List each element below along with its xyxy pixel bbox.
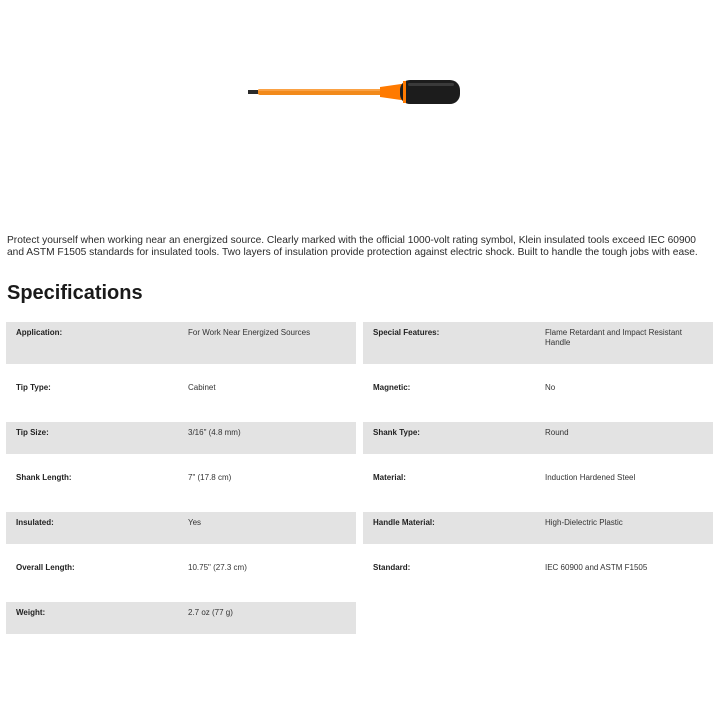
spec-value: 7" (17.8 cm) [188,473,232,482]
spec-value: Induction Hardened Steel [545,473,636,482]
spec-value: Flame Retardant and Impact Resistant Handle [545,328,682,347]
spec-label: Shank Length: [16,473,72,482]
spec-row-weight [6,602,356,634]
spec-label: Application: [16,328,63,337]
spec-value: 3/16" (4.8 mm) [188,428,241,437]
spec-label: Overall Length: [16,563,75,572]
spec-row-shank-length [6,467,356,499]
specifications-right-column [363,322,713,591]
spec-label: Insulated: [16,518,54,527]
spec-row-standard [363,557,713,589]
spec-label: Handle Material: [373,518,435,527]
spec-row-overall-length [6,557,356,589]
spec-value: For Work Near Energized Sources [188,328,311,337]
spec-value: Cabinet [188,383,216,392]
spec-value: No [545,383,556,392]
spec-label: Tip Size: [16,428,49,437]
spec-row-material [363,467,713,499]
spec-value: High-Dielectric Plastic [545,518,623,527]
spec-row-application [6,322,356,364]
spec-label: Special Features: [373,328,440,337]
spec-label: Material: [373,473,406,482]
spec-row-insulated [6,512,356,544]
spec-row-special-features [363,322,713,364]
spec-row-shank-type [363,422,713,454]
spec-label: Magnetic: [373,383,411,392]
spec-row-magnetic [363,377,713,409]
spec-label: Standard: [373,563,411,572]
spec-row-tip-size [6,422,356,454]
spec-value: IEC 60900 and ASTM F1505 [545,563,648,572]
spec-label: Shank Type: [373,428,420,437]
spec-row-handle-material [363,512,713,544]
spec-value: 2.7 oz (77 g) [188,608,233,617]
product-image [240,68,470,118]
spec-label: Weight: [16,608,46,617]
spec-value: Round [545,428,569,437]
specifications-heading: Specifications [7,282,143,304]
specifications-left-column [6,322,356,636]
spec-label: Tip Type: [16,383,51,392]
spec-value: Yes [188,518,202,527]
product-description: Protect yourself when working near an energized source. Clearly marked with the official 1000-volt rating symbol, Klein insulated tools exceed IEC 60900 and ASTM F1505 standards for insulated tools. Two layers of insulation provide protection against electric shock. Built to handle the tough jobs with ease. [7,235,698,259]
spec-value: 10.75" (27.3 cm) [188,563,247,572]
spec-row-tip-type [6,377,356,409]
